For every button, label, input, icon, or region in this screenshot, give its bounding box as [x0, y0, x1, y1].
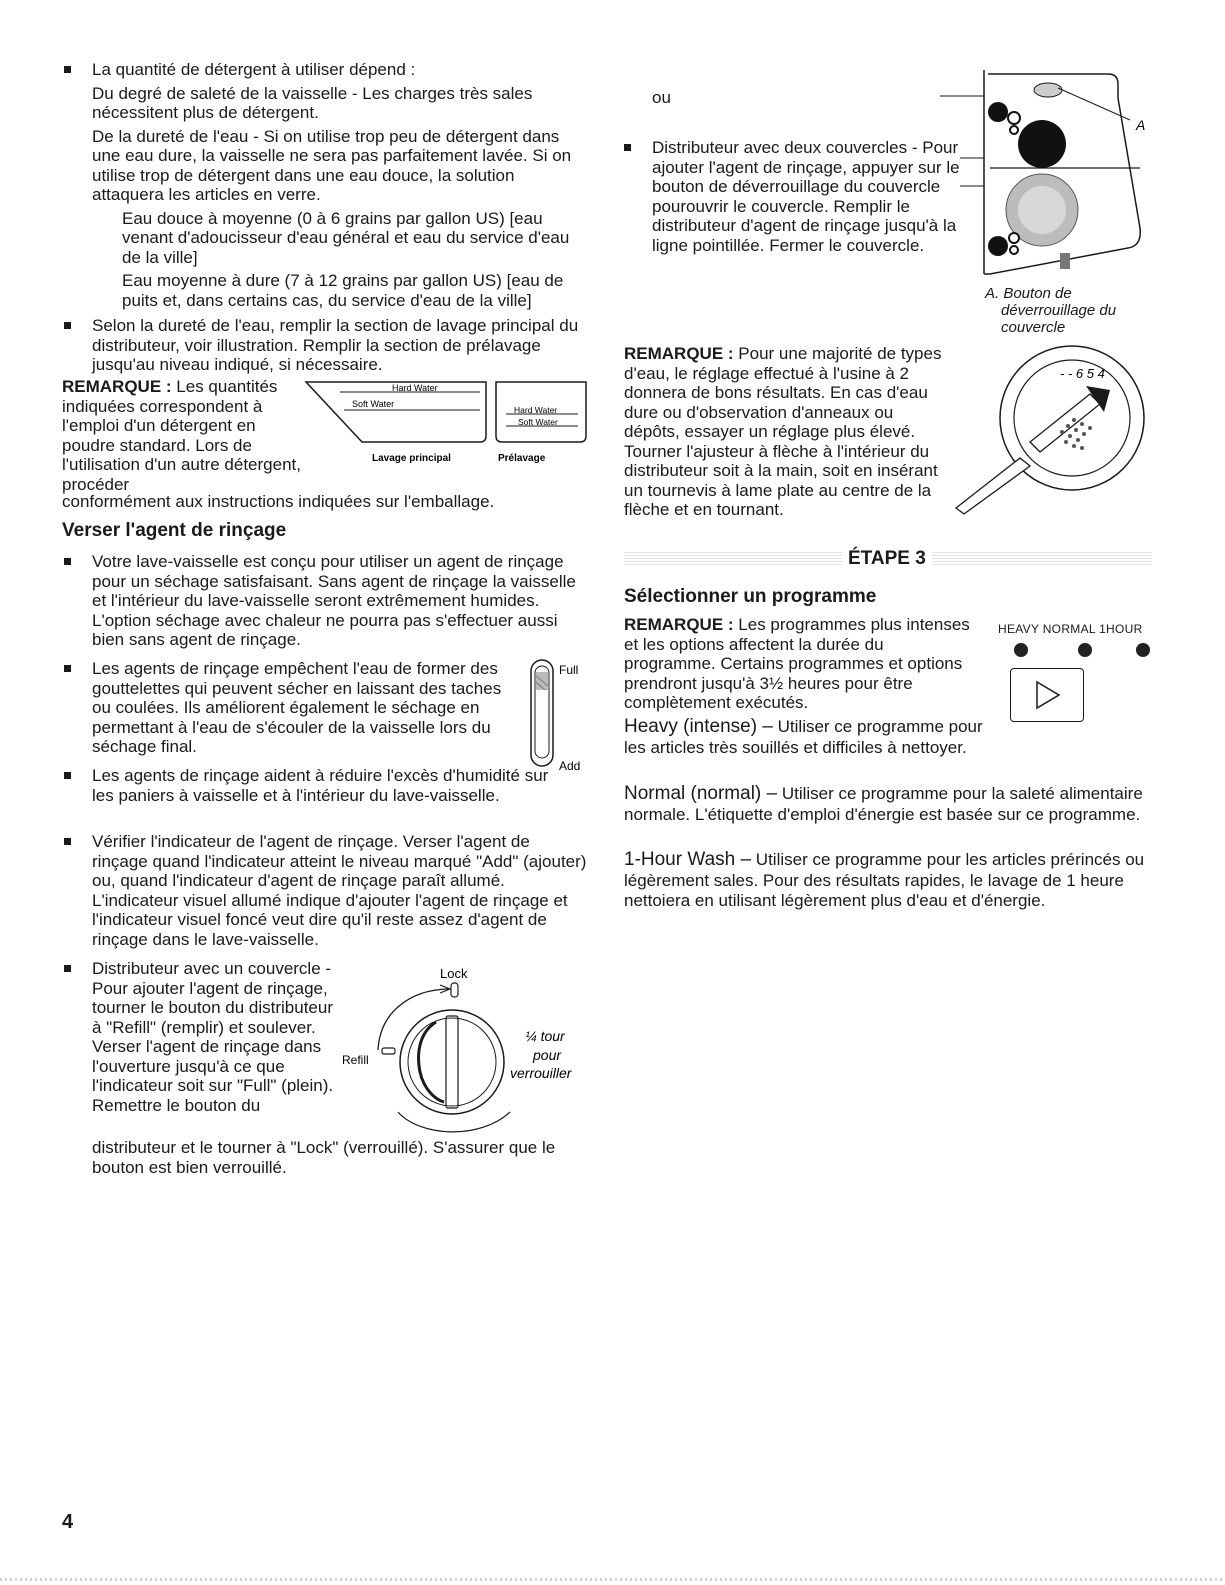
two-cover-dispenser-figure	[940, 68, 1160, 278]
bullet-fill-section	[92, 316, 587, 375]
bullet-detergent-amount	[92, 60, 587, 310]
caption-line-1: A. Bouton de	[985, 285, 1072, 302]
bullet-rinse-4	[92, 832, 587, 949]
add-label: Add	[559, 759, 581, 773]
normal-indicator	[1078, 643, 1092, 657]
heavy-title: Heavy (intense) –	[624, 716, 773, 737]
select-program-heading: Sélectionner un programme	[624, 586, 877, 607]
detergent-soil-text: Du degré de saleté de la vaisselle - Les charges très sales nécessitent plus de détergent.	[92, 83, 533, 122]
rinse-text-3: Les agents de rinçage aident à réduire l'excès d'humidité sur les paniers à vaisselle et à l'intérieur du lave-vaisselle.	[92, 766, 549, 805]
refill-label: Refill	[342, 1053, 369, 1067]
soft-water-text: Eau douce à moyenne (0 à 6 grains par gallon US) [eau venant d'adoucisseur d'eau général et eau du service d'eau de la ville]	[122, 208, 570, 267]
full-label: Full	[559, 663, 579, 677]
left-column	[92, 60, 587, 375]
rinse-bullets	[92, 552, 587, 650]
detergent-hardness-text: De la dureté de l'eau - Si on utilise trop peu de détergent dans une eau dure, la vaisselle ne sera pas parfaitement lavée. Si on utilise trop de détergent dans une eau douce, la solution attaquera les articles en verre.	[92, 126, 572, 204]
caption-line-3: couvercle	[1001, 319, 1066, 336]
bullet-rinse-5	[92, 959, 337, 1115]
rinse-text-1: Votre lave-vaisselle est conçu pour utiliser un agent de rinçage pour un séchage satisfaisant. Sans agent de rinçage la vaisselle et l'intérieur du lave-vaisselle seront extrêmement humides. L'option séchage avec chaleur ne pourra pas s'effectuer aussi bien sans agent de rinçage.	[92, 552, 576, 649]
rinse-text-5: Distributeur avec un couvercle - Pour ajouter l'agent de rinçage, tourner le bouton du distributeur à "Refill" (remplir) et soulever. Verser l'agent de rinçage dans l'ouverture jusqu'à ce que l'indicateur soit sur "Full" (plein). Remettre le bouton du	[92, 959, 334, 1115]
bullet-rinse-3	[92, 766, 562, 805]
pre-soft-water-label: Soft Water	[518, 417, 558, 427]
start-button[interactable]	[1010, 668, 1084, 722]
program-normal	[624, 783, 1149, 825]
normal-text-a: Utiliser ce programme pour la saleté	[781, 784, 1055, 803]
bullet-marker	[64, 66, 71, 73]
prewash-label: Prélavage	[498, 453, 546, 464]
lock-label: Lock	[440, 966, 468, 981]
control-panel-figure	[998, 620, 1153, 740]
quarter-turn-label-1: ¼ tour	[525, 1028, 565, 1044]
hour-text-a: Utiliser ce programme pour les articles prérincés	[755, 850, 1121, 869]
normal-text-b: alimentaire normale. L'étiquette d'emploi d'énergie est basée sur ce programme.	[624, 784, 1143, 824]
bullet-marker	[64, 838, 71, 845]
etape-title: ÉTAPE 3	[842, 548, 932, 570]
bullet-two-covers	[652, 138, 962, 255]
remarque-label: REMARQUE :	[62, 377, 172, 396]
dial-numbers: - - 6 5 4	[1060, 366, 1105, 381]
rinse-text-5-cont	[92, 1138, 592, 1177]
remarque-text-cont: conformément aux instructions indiquées sur l'emballage.	[62, 492, 495, 511]
remarque-detergent	[62, 377, 302, 494]
main-hard-water-label: Hard Water	[392, 383, 438, 393]
heavy-text-a: Utiliser ce programme	[777, 717, 944, 736]
bullet-marker	[64, 965, 71, 972]
remarque-label: REMARQUE :	[624, 615, 734, 634]
fig-a-caption	[985, 285, 1145, 336]
heavy-indicator	[1014, 643, 1028, 657]
two-covers-text: Distributeur avec deux couvercles - Pour ajouter l'agent de rinçage, appuyer sur le bouton de déverrouillage du couvercle pourouvrir le couvercle. Remplir le distributeur d'agent de rinçage jusqu'à la ligne pointillée. Fermer le couvercle.	[652, 138, 960, 255]
rinse-text-2: Les agents de rinçage empêchent l'eau de former des gouttelettes qui peuvent sécher en laissant des taches ou coulées. Ils améliorent également le séchage en permettant à l'eau de s'écouler de la vaisselle lors du séchage final.	[92, 659, 502, 756]
panel-labels	[998, 620, 1153, 640]
remarque-text: Pour une majorité de types d'eau, le réglage effectué à l'usine à 2 donnera de bons résultats. En cas d'eau dure ou d'observation d'anneaux ou dépôts, essayer un réglage plus élevé. Tourner l'ajusteur à flèche à l'intérieur du distributeur soit à la main, soit en insérant un tournevis à lame plate au centre de la flèche et en tournant.	[624, 344, 942, 519]
rinse-bullets-2	[92, 659, 517, 757]
program-1hour	[624, 849, 1149, 910]
heavy-text-b: pour les articles très souillés et difficiles à nettoyer.	[624, 717, 983, 757]
bullet-rinse-1	[92, 552, 587, 650]
ou-text: ou	[652, 88, 671, 107]
fill-section-text: Selon la dureté de l'eau, remplir la section de lavage principal du distributeur, voir illustration. Remplir la section de prélavage jusqu'au niveau indiqué, si nécessaire.	[92, 316, 579, 374]
panel-label-normal: NORMAL	[1042, 622, 1096, 636]
detergent-lead: La quantité de détergent à utiliser dépend :	[92, 60, 416, 79]
rinse-section	[62, 520, 592, 542]
main-wash-label: Lavage principal	[372, 453, 451, 464]
rinse-bullets-3	[92, 766, 562, 805]
bullet-marker	[64, 665, 71, 672]
rinse-text-4: Vérifier l'indicateur de l'agent de rinçage. Verser l'agent de rinçage quand l'indicateur atteint le niveau marqué "Add" (ajouter) ou, quand l'indicateur d'agent de rinçage paraît allumé. L'indicateur visuel allumé indique d'ajouter l'agent de rinçage et l'indicateur visuel foncé veut dire qu'il reste assez d'agent de rinçage dans le lave-vaisselle.	[92, 832, 587, 949]
detergent-dispenser-figure	[300, 380, 590, 466]
hard-water-text: Eau moyenne à dure (7 à 12 grains par gallon US) [eau de puits et, dans certains cas, du service d'eau de la ville]	[122, 271, 564, 310]
program-heavy	[624, 716, 984, 758]
lock-dial-figure	[340, 962, 590, 1142]
pre-hard-water-label: Hard Water	[514, 405, 558, 415]
hour-title: 1-Hour Wash –	[624, 849, 752, 870]
play-icon	[1011, 669, 1083, 721]
page-number: 4	[62, 1511, 74, 1533]
select-program-title	[624, 586, 876, 608]
hour-text-b: ou légèrement sales. Pour des résultats rapides, le lavage de 1 heure nettoiera en utilisant légèrement plus d'eau et d'énergie.	[624, 850, 1145, 910]
caption-line-2: déverrouillage du	[1001, 302, 1117, 319]
quarter-turn-label-2: pour	[533, 1047, 562, 1063]
rinse-bullets-5	[92, 959, 337, 1115]
remarque-programs	[624, 615, 979, 713]
page-bottom-edge	[0, 1578, 1225, 1581]
remarque-rinse-setting	[624, 344, 949, 520]
rinse-bullets-4	[92, 832, 587, 949]
rinse-adjuster-figure	[950, 338, 1160, 518]
remarque-label: REMARQUE :	[624, 344, 734, 363]
quarter-turn-label-3: verrouiller	[510, 1065, 572, 1081]
normal-title: Normal (normal) –	[624, 783, 778, 804]
rinse-text-5b: distributeur et le tourner à "Lock" (verrouillé). S'assurer que le bouton est bien verrouillé.	[92, 1138, 556, 1177]
etape-banner	[624, 548, 1152, 570]
remarque-text: Les quantités indiquées correspondent à l'emploi d'un détergent en poudre standard. Lors de l'utilisation d'un autre détergent, procéder	[62, 377, 301, 494]
main-soft-water-label: Soft Water	[352, 399, 395, 409]
rinse-indicator-figure	[525, 652, 585, 774]
bullet-marker	[64, 558, 71, 565]
1hour-indicator	[1136, 643, 1150, 657]
remarque-detergent-cont	[62, 492, 602, 512]
fig-letter-a: A	[1136, 117, 1146, 133]
bullet-rinse-2	[92, 659, 517, 757]
panel-label-heavy: HEAVY	[998, 622, 1040, 636]
remarque-text: Les programmes plus intenses et les options affectent la durée du programme. Certains programmes et options prendront jusqu'à 3½ heures pour être complètement exécutés.	[624, 615, 970, 712]
bullet-marker	[624, 144, 631, 151]
bullet-marker	[64, 772, 71, 779]
panel-label-1hour: 1HOUR	[1099, 622, 1143, 636]
bullet-marker	[64, 322, 71, 329]
section-title-rinse: Verser l'agent de rinçage	[62, 520, 287, 541]
two-covers-bullet	[652, 138, 962, 255]
